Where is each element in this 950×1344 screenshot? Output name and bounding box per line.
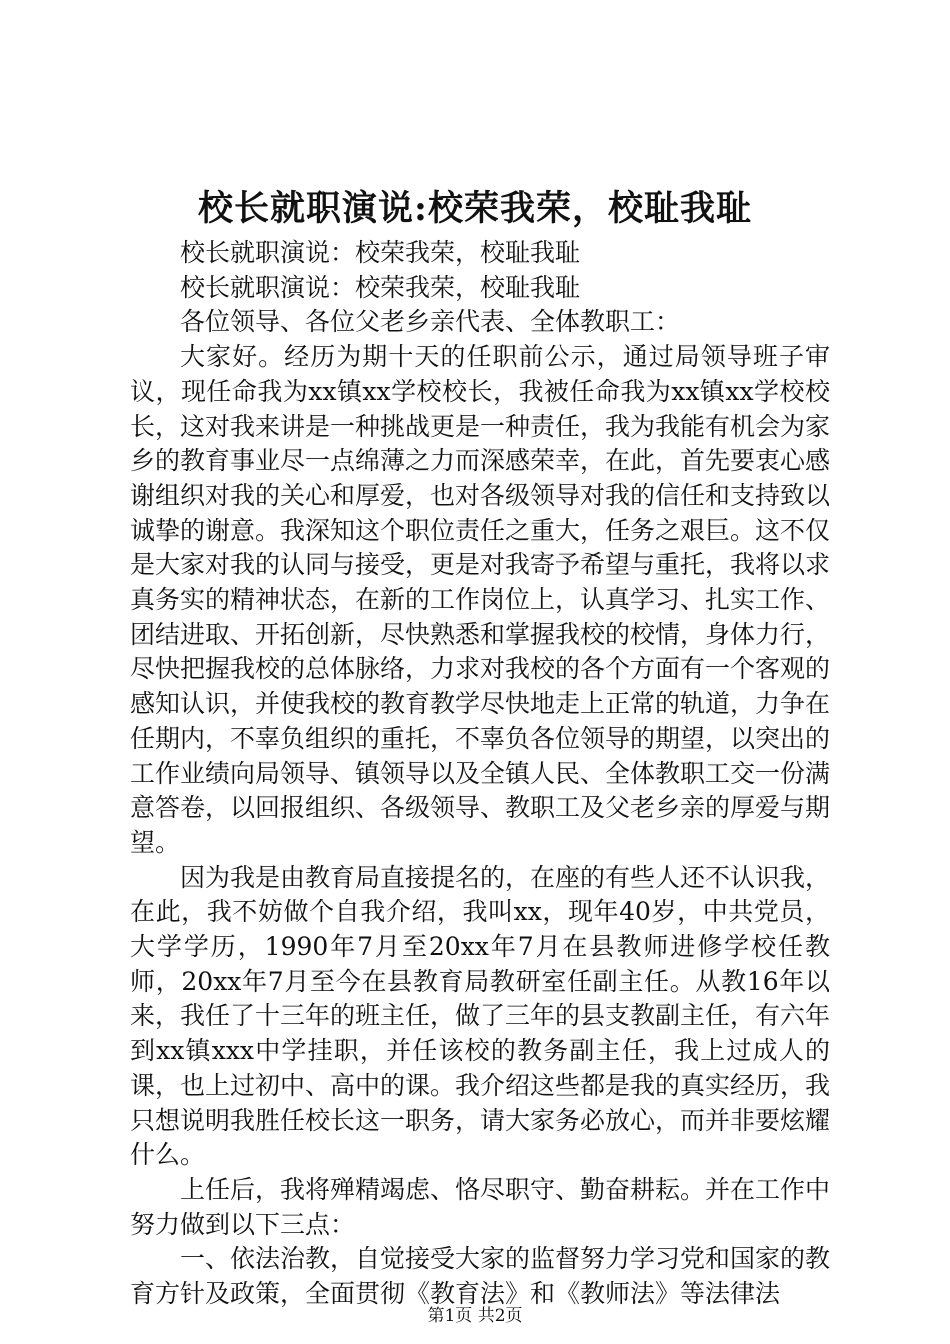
document-body	[130, 236, 830, 1312]
body-paragraph: 一、依法治教，自觉接受大家的监督努力学习党和国家的教育方针及政策，全面贯彻《教育法》和《教师法》等法律法	[130, 1244, 831, 1309]
body-paragraph: 大家好。经历为期十天的任职前公示，通过局领导班子审议，现任命我为xx镇xx学校校长，我被任命我为xx镇xx学校校长，这对我来讲是一种挑战更是一种责任，我为我能有机会为家乡的教育事业尽一点绵薄之力而深感荣幸，在此，首先要衷心感谢组织对我的关心和厚爱，也对各级领导对我的信任和支持致以诚挚的谢意。我深知这个职位责任之重大，任务之艰巨。这不仅是大家对我的认同与接受，更是对我寄予希望与重托，我将以求真务实的精神状态，在新的工作岗位上，认真学习、扎实工作、团结进取、开拓创新，尽快熟悉和掌握我校的校情，身体力行，尽快把握我校的总体脉络，力求对我校的各个方面有一个客观的感知认识，并使我校的教育教学尽快地走上正常的轨道，力争在任期内，不辜负组织的重托，不辜负各位领导的期望，以突出的工作业绩向局领导、镇领导以及全镇人民、全体教职工交一份满意答卷，以回报组织、各级领导、教职工及父老乡亲的厚爱与期望。	[130, 342, 831, 857]
salutation: 各位领导、各位父老乡亲代表、全体教职工：	[180, 307, 681, 337]
subtitle-line: 校长就职演说：校荣我荣，校耻我耻	[180, 238, 581, 267]
subtitle-line: 校长就职演说：校荣我荣，校耻我耻	[180, 272, 581, 302]
body-paragraph: 上任后，我将殚精竭虑、恪尽职守、勤奋耕耘。并在工作中努力做到以下三点：	[130, 1174, 831, 1239]
body-paragraph: 因为我是由教育局直接提名的，在座的有些人还不认识我，在此，我不妨做个自我介绍，我叫xx，现年40岁，中共党员，大学学历，1990年7月至20xx年7月在县教师进修学校任教师，20xx年7月至今在县教育局教研室任副主任。从教16年以来，我任了十三年的班主任，做了三年的县支教副主任，有六年到xx镇xxx中学挂职，并任该校的教务副主任，我上过成人的课，也上过初中、高中的课。我介绍这些都是我的真实经历，我只想说明我胜任校长这一职务，请大家务必放心，而并非要炫耀什么。	[130, 862, 831, 1170]
document-title: 校长就职演说:校荣我荣，校耻我耻	[198, 188, 752, 229]
page-footer: 第1页 共2页	[427, 1306, 523, 1326]
